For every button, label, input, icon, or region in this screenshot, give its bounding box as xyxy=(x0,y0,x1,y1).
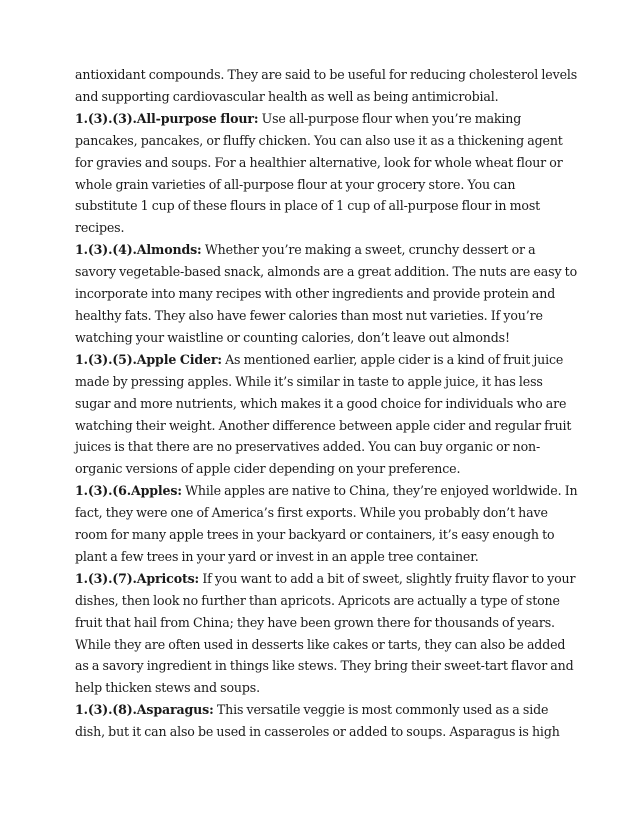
entry-apricots xyxy=(75,568,578,699)
entry-text: As mentioned earlier, apple cider is a kind of fruit juice made by pressing apples. While it’s similar in taste to apple juice, it has less sugar and more nutrients, which makes it a good choice for individuals who are watching their weight. Another difference between apple cider and regular fruit juices is that there are no preservatives added. You can buy organic or non-organic versions of apple cider depending on your preference. xyxy=(75,351,572,477)
entry-heading: 1.(3).(8).Asparagus: xyxy=(75,702,214,718)
intro-paragraph: antioxidant compounds. They are said to be useful for reducing cholesterol levels and supporting cardiovascular health as well as being antimicrobial. xyxy=(75,67,578,104)
entry-text: If you want to add a bit of sweet, slightly fruity flavor to your dishes, then look no further than apricots. Apricots are actually a type of stone fruit that hail from China; they have been grown there for thousands of years. While they are often used in desserts like cakes or tarts, they can also be added as a savory ingredient in things like stews. They bring their sweet-tart flavor and help thicken stews and soups. xyxy=(75,570,576,696)
entry-heading: 1.(3).(5).Apple Cider: xyxy=(75,351,222,367)
entry-heading: 1.(3).(7).Apricots: xyxy=(75,570,200,586)
entry-asparagus xyxy=(75,699,578,743)
entry-almonds xyxy=(75,239,578,349)
entry-apples xyxy=(75,480,578,568)
entry-text: Use all-purpose flour when you’re making pancakes, pancakes, or fluffy chicken. You can also use it as a thickening agent for gravies and soups. For a healthier alternative, look for whole wheat flour or whole grain varieties of all-purpose flour at your grocery store. You can substitute 1 cup of these flours in place of 1 cup of all-purpose flour in most recipes. xyxy=(75,110,563,236)
entry-heading: 1.(3).(6.Apples: xyxy=(75,483,182,499)
entry-all-purpose-flour xyxy=(75,108,578,239)
entry-text: This versatile veggie is most commonly used as a side dish, but it can also be used in casseroles or added to soups. Asparagus is high xyxy=(75,702,560,740)
entry-heading: 1.(3).(3).All-purpose flour: xyxy=(75,110,259,126)
entry-apple-cider xyxy=(75,349,578,480)
document-body xyxy=(75,64,578,743)
entry-heading: 1.(3).(4).Almonds: xyxy=(75,242,202,258)
entry-text: While apples are native to China, they’re enjoyed worldwide. In fact, they were one of America’s first exports. While you probably don’t have room for many apple trees in your backyard or containers, it’s easy enough to plant a few trees in your yard or invest in an apple tree container. xyxy=(75,483,578,564)
entry-text: Whether you’re making a sweet, crunchy dessert or a savory vegetable-based snack, almonds are a great addition. The nuts are easy to incorporate into many recipes with other ingredients and provide protein and healthy fats. They also have fewer calories than most nut varieties. If you’re watching your waistline or counting calories, don’t leave out almonds! xyxy=(75,242,578,345)
